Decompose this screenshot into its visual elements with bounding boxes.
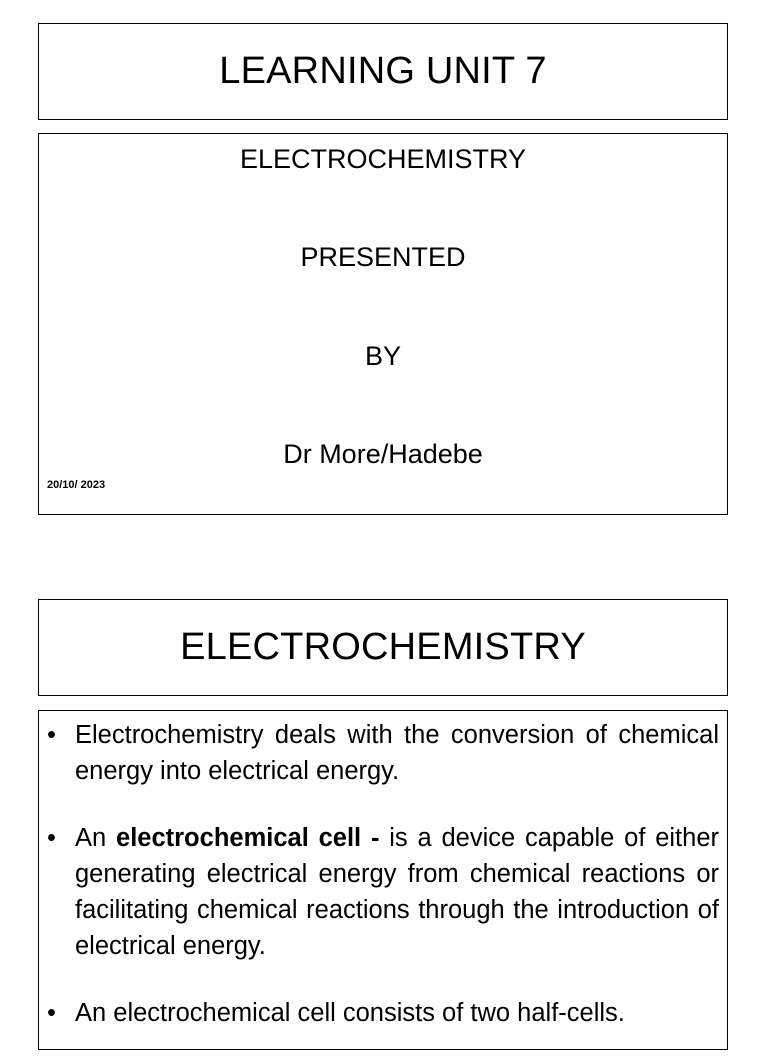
bullet-text-2-prefix: An — [75, 824, 117, 852]
bullet-item-3 — [39, 995, 727, 1031]
bullet-item-2 — [39, 820, 727, 964]
slide1-body-box — [38, 133, 728, 515]
slide2-body-box — [38, 710, 728, 1050]
presented-line: PRESENTED — [300, 242, 466, 272]
bullet-text-2-term: electrochemical cell - — [116, 824, 380, 852]
slide2-title-box — [38, 599, 728, 696]
bullet-dot-icon: • — [47, 824, 56, 852]
subject-line: ELECTROCHEMISTRY — [239, 144, 527, 174]
bullet-dot-icon: • — [47, 721, 56, 749]
bullet-text-1: Electrochemistry deals with the conversion of chemical energy into electrical energy. — [75, 721, 719, 785]
bullet-text-3: An electrochemical cell consists of two half-cells. — [75, 999, 625, 1027]
bullet-text-2-rest: is a device capable of either generating electrical energy from chemical reactions or facilitating chemical reactions through the introduction of electrical energy. — [75, 824, 719, 960]
bullet-list — [39, 717, 727, 1062]
slide1-title-box — [38, 23, 728, 120]
slide2-title: ELECTROCHEMISTRY — [180, 626, 586, 668]
presenter-line: Dr More/Hadebe — [283, 439, 483, 469]
bullet-item-1 — [39, 717, 727, 789]
by-line: BY — [364, 341, 402, 371]
bullet-dot-icon: • — [47, 999, 56, 1027]
date-label: 20/10/ 2023 — [47, 479, 106, 491]
slide1-title: LEARNING UNIT 7 — [219, 50, 547, 92]
